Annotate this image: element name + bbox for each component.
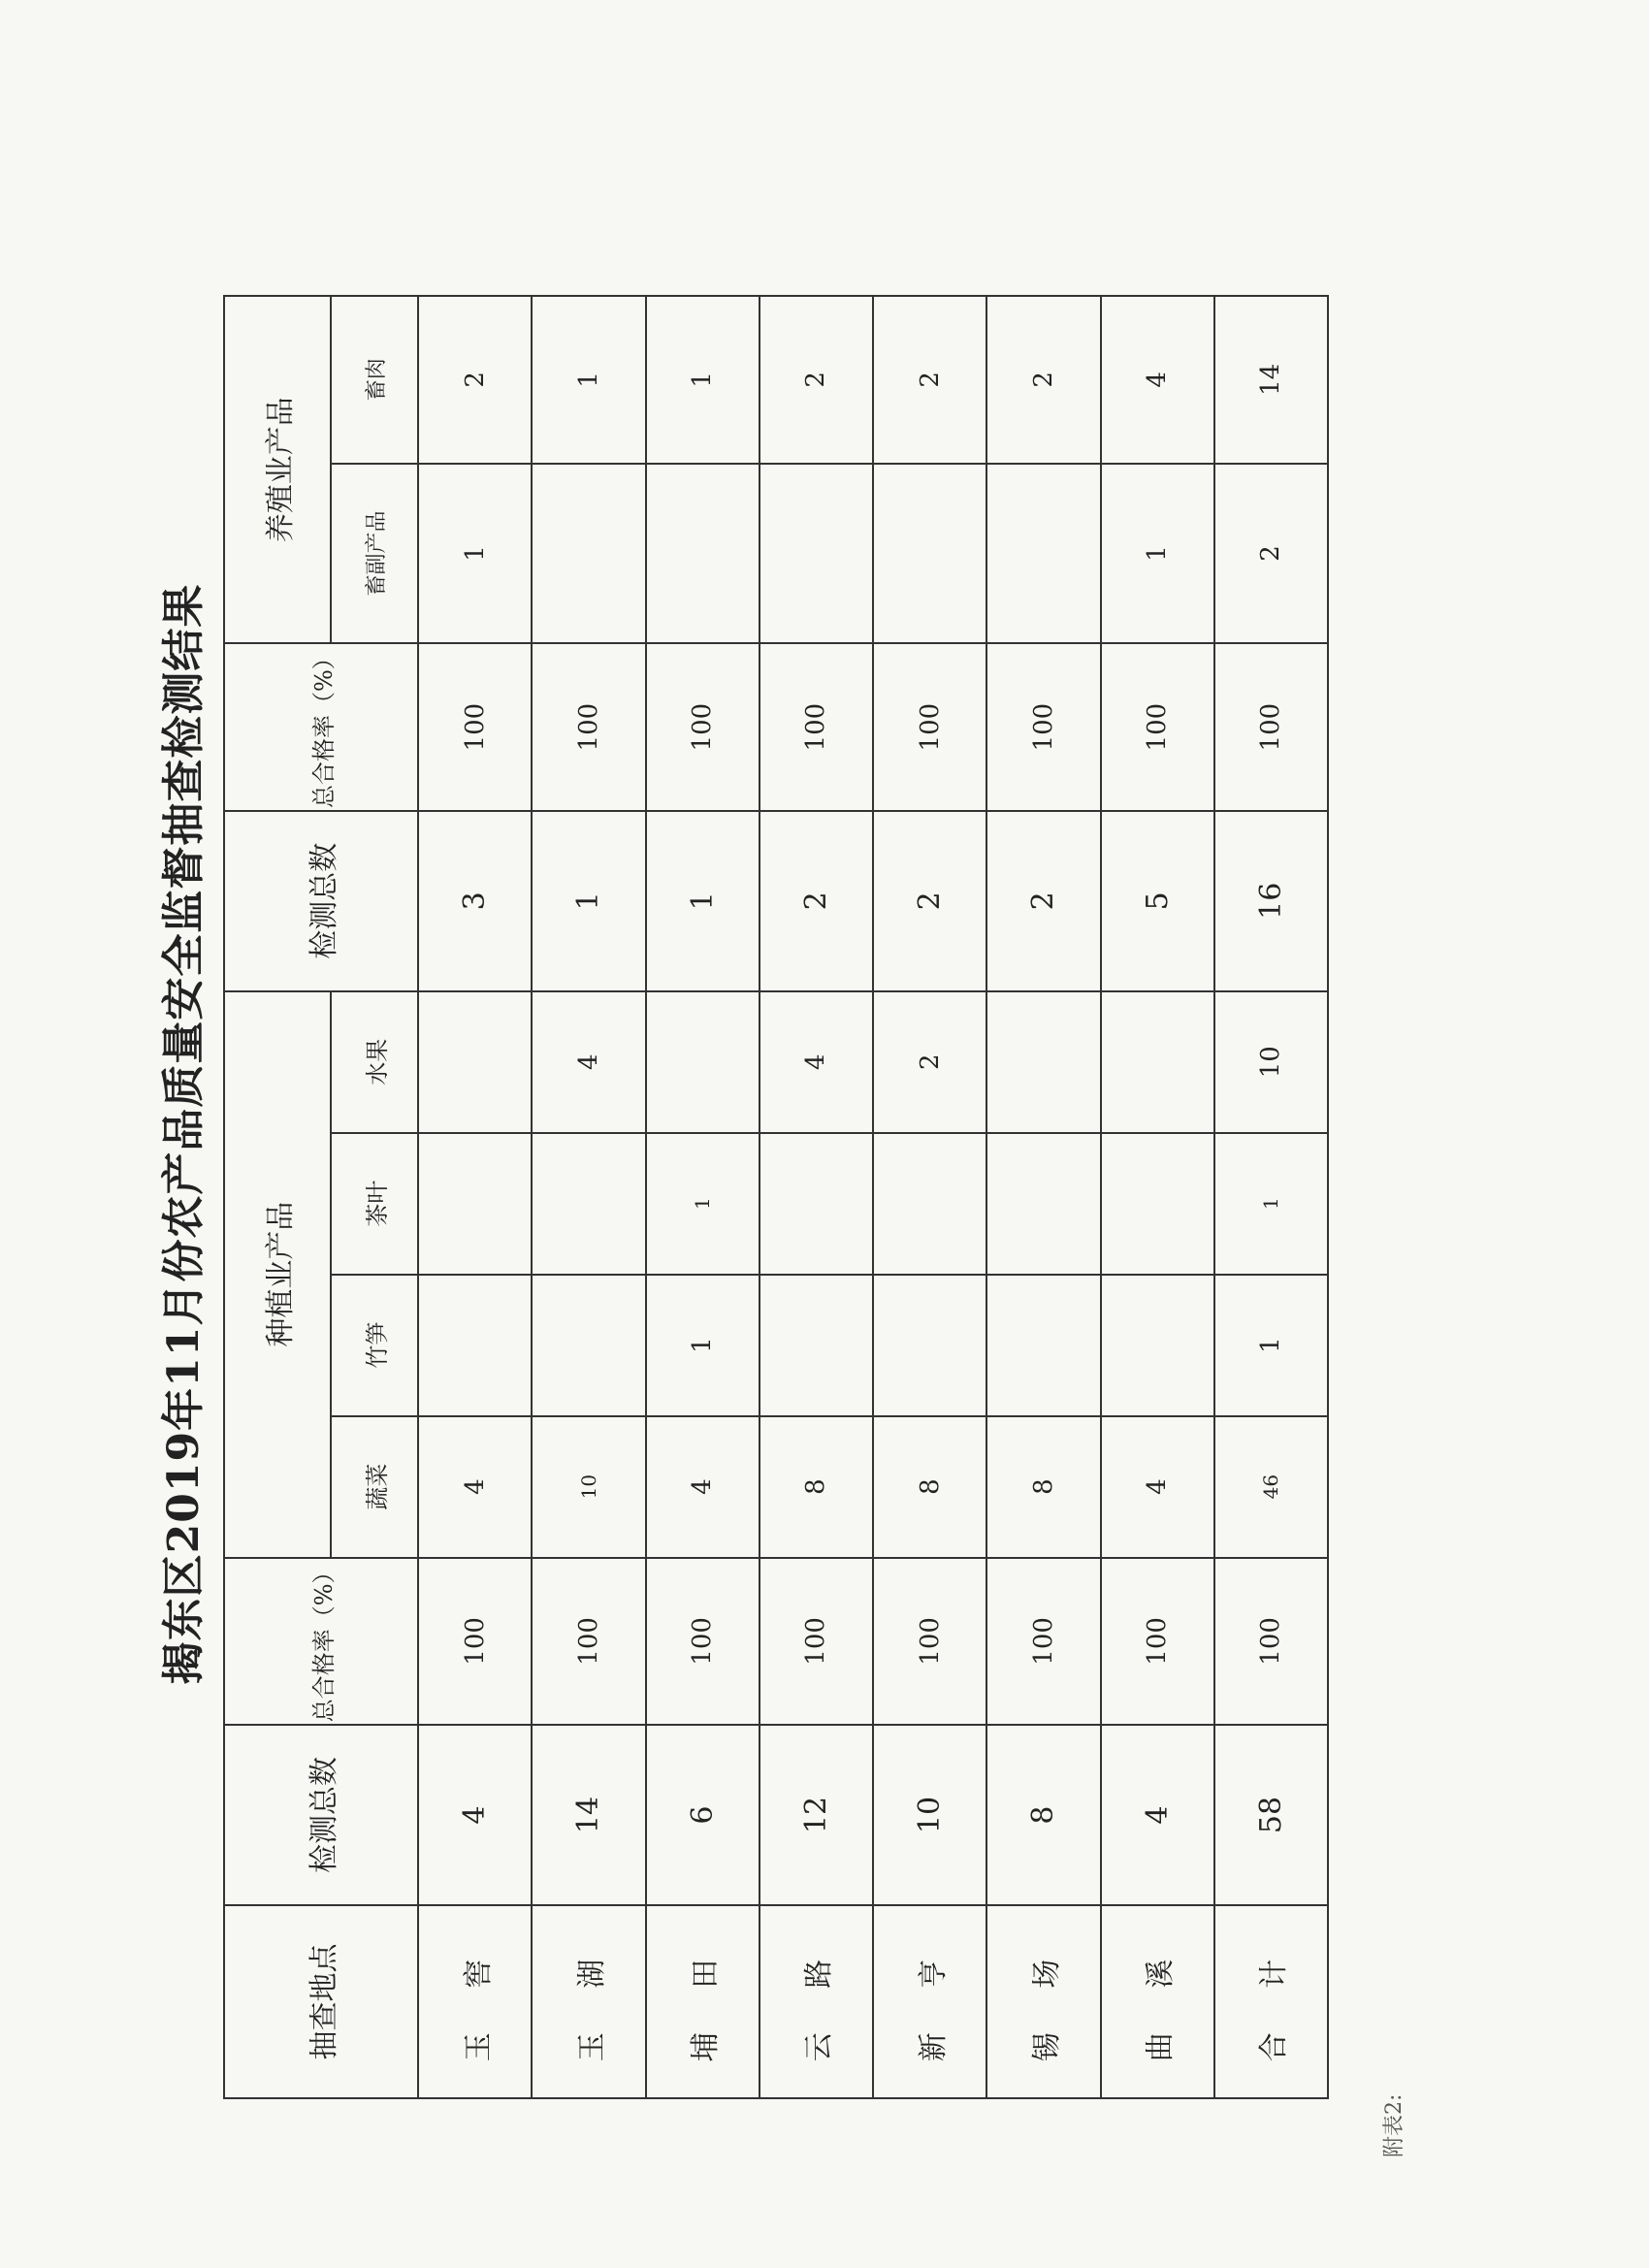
table-row bbox=[532, 296, 645, 2098]
cell-by-products bbox=[760, 464, 873, 644]
header-vegetables: 蔬菜 bbox=[331, 1416, 418, 1558]
header-tea: 茶叶 bbox=[331, 1133, 418, 1275]
cell-pass-rate: 100 bbox=[873, 1558, 986, 1726]
cell-fruit: 2 bbox=[873, 991, 986, 1133]
cell-tea: 1 bbox=[646, 1133, 760, 1275]
cell-breeding-total-tests: 2 bbox=[760, 811, 873, 991]
cell-breeding-pass-rate: 100 bbox=[1214, 643, 1328, 811]
cell-total-tests: 4 bbox=[1101, 1725, 1214, 1905]
cell-breeding-total-tests: 16 bbox=[1214, 811, 1328, 991]
header-location: 抽查地点 bbox=[224, 1905, 418, 2098]
cell-tea bbox=[760, 1133, 873, 1275]
cell-bamboo bbox=[986, 1275, 1100, 1416]
cell-tea bbox=[986, 1133, 1100, 1275]
table-row bbox=[418, 296, 532, 2098]
cell-breeding-pass-rate: 100 bbox=[986, 643, 1100, 811]
table-row bbox=[986, 296, 1100, 2098]
cell-bamboo: 1 bbox=[646, 1275, 760, 1416]
cell-pass-rate: 100 bbox=[532, 1558, 645, 1726]
cell-vegetables: 46 bbox=[1214, 1416, 1328, 1558]
cell-vegetables: 8 bbox=[760, 1416, 873, 1558]
header-total-tests: 检测总数 bbox=[224, 1725, 418, 1905]
cell-fruit: 4 bbox=[532, 991, 645, 1133]
cell-breeding-pass-rate: 100 bbox=[418, 643, 532, 811]
cell-location: 玉 窖 bbox=[418, 1905, 532, 2098]
cell-bamboo bbox=[532, 1275, 645, 1416]
cell-breeding-total-tests: 2 bbox=[873, 811, 986, 991]
cell-pass-rate: 100 bbox=[986, 1558, 1100, 1726]
results-table bbox=[223, 295, 1329, 2099]
cell-location: 玉 湖 bbox=[532, 1905, 645, 2098]
cell-vegetables: 8 bbox=[986, 1416, 1100, 1558]
header-breeding-pass-rate: 总合格率（%） bbox=[224, 643, 418, 811]
document-sheet bbox=[155, 111, 1494, 2157]
header-breeding-total-tests: 检测总数 bbox=[224, 811, 418, 991]
header-pass-rate: 总合格率（%） bbox=[224, 1558, 418, 1726]
cell-bamboo bbox=[1101, 1275, 1214, 1416]
cell-location: 埔 田 bbox=[646, 1905, 760, 2098]
cell-breeding-total-tests: 3 bbox=[418, 811, 532, 991]
cell-fruit bbox=[1101, 991, 1214, 1133]
cell-fruit: 10 bbox=[1214, 991, 1328, 1133]
header-bamboo: 竹笋 bbox=[331, 1275, 418, 1416]
cell-breeding-pass-rate: 100 bbox=[873, 643, 986, 811]
cell-vegetables: 4 bbox=[646, 1416, 760, 1558]
cell-breeding-total-tests: 1 bbox=[532, 811, 645, 991]
cell-breeding-pass-rate: 100 bbox=[646, 643, 760, 811]
header-meat: 畜肉 bbox=[331, 296, 418, 464]
cell-total-tests: 4 bbox=[418, 1725, 532, 1905]
cell-by-products bbox=[873, 464, 986, 644]
cell-vegetables: 4 bbox=[418, 1416, 532, 1558]
cell-by-products: 2 bbox=[1214, 464, 1328, 644]
page-title: 揭东区2019年11月份农产品质量安全监督抽查检测结果 bbox=[159, 583, 209, 1685]
cell-total-tests: 10 bbox=[873, 1725, 986, 1905]
cell-location: 合 计 bbox=[1214, 1905, 1328, 2098]
cell-tea bbox=[1101, 1133, 1214, 1275]
table-row bbox=[873, 296, 986, 2098]
cell-meat: 1 bbox=[646, 296, 760, 464]
cell-pass-rate: 100 bbox=[760, 1558, 873, 1726]
header-planting: 种植业产品 bbox=[224, 991, 331, 1558]
cell-breeding-total-tests: 5 bbox=[1101, 811, 1214, 991]
header-breeding: 养殖业产品 bbox=[224, 296, 331, 643]
cell-breeding-pass-rate: 100 bbox=[1101, 643, 1214, 811]
cell-meat: 4 bbox=[1101, 296, 1214, 464]
header-fruit: 水果 bbox=[331, 991, 418, 1133]
cell-meat: 2 bbox=[760, 296, 873, 464]
cell-by-products bbox=[532, 464, 645, 644]
cell-fruit bbox=[646, 991, 760, 1133]
cell-by-products bbox=[646, 464, 760, 644]
cell-pass-rate: 100 bbox=[418, 1558, 532, 1726]
cell-breeding-pass-rate: 100 bbox=[532, 643, 645, 811]
cell-pass-rate: 100 bbox=[1214, 1558, 1328, 1726]
cell-bamboo: 1 bbox=[1214, 1275, 1328, 1416]
cell-meat: 2 bbox=[986, 296, 1100, 464]
cell-total-tests: 6 bbox=[646, 1725, 760, 1905]
cell-tea bbox=[873, 1133, 986, 1275]
cell-fruit bbox=[986, 991, 1100, 1133]
cell-total-tests: 8 bbox=[986, 1725, 1100, 1905]
cell-tea bbox=[418, 1133, 532, 1275]
table-row bbox=[646, 296, 760, 2098]
cell-location: 新 亨 bbox=[873, 1905, 986, 2098]
cell-vegetables: 10 bbox=[532, 1416, 645, 1558]
table-row bbox=[760, 296, 873, 2098]
cell-tea: 1 bbox=[1214, 1133, 1328, 1275]
attachment-label: 附表2: bbox=[1382, 2093, 1406, 2157]
header-by-products: 畜副产品 bbox=[331, 464, 418, 644]
cell-tea bbox=[532, 1133, 645, 1275]
cell-meat: 2 bbox=[418, 296, 532, 464]
cell-meat: 14 bbox=[1214, 296, 1328, 464]
cell-by-products: 1 bbox=[1101, 464, 1214, 644]
cell-total-tests: 12 bbox=[760, 1725, 873, 1905]
cell-bamboo bbox=[760, 1275, 873, 1416]
cell-by-products bbox=[986, 464, 1100, 644]
cell-by-products: 1 bbox=[418, 464, 532, 644]
results-body bbox=[418, 296, 1328, 2098]
cell-location: 锡 场 bbox=[986, 1905, 1100, 2098]
cell-fruit: 4 bbox=[760, 991, 873, 1133]
cell-vegetables: 8 bbox=[873, 1416, 986, 1558]
cell-total-tests: 14 bbox=[532, 1725, 645, 1905]
table-row bbox=[1214, 296, 1328, 2098]
cell-pass-rate: 100 bbox=[1101, 1558, 1214, 1726]
cell-pass-rate: 100 bbox=[646, 1558, 760, 1726]
results-table-wrap bbox=[223, 295, 1329, 2099]
cell-location: 曲 溪 bbox=[1101, 1905, 1214, 2098]
cell-bamboo bbox=[418, 1275, 532, 1416]
cell-meat: 1 bbox=[532, 296, 645, 464]
cell-meat: 2 bbox=[873, 296, 986, 464]
cell-breeding-pass-rate: 100 bbox=[760, 643, 873, 811]
cell-bamboo bbox=[873, 1275, 986, 1416]
cell-breeding-total-tests: 2 bbox=[986, 811, 1100, 991]
cell-fruit bbox=[418, 991, 532, 1133]
cell-breeding-total-tests: 1 bbox=[646, 811, 760, 991]
cell-total-tests: 58 bbox=[1214, 1725, 1328, 1905]
cell-vegetables: 4 bbox=[1101, 1416, 1214, 1558]
cell-location: 云 路 bbox=[760, 1905, 873, 2098]
table-row bbox=[1101, 296, 1214, 2098]
